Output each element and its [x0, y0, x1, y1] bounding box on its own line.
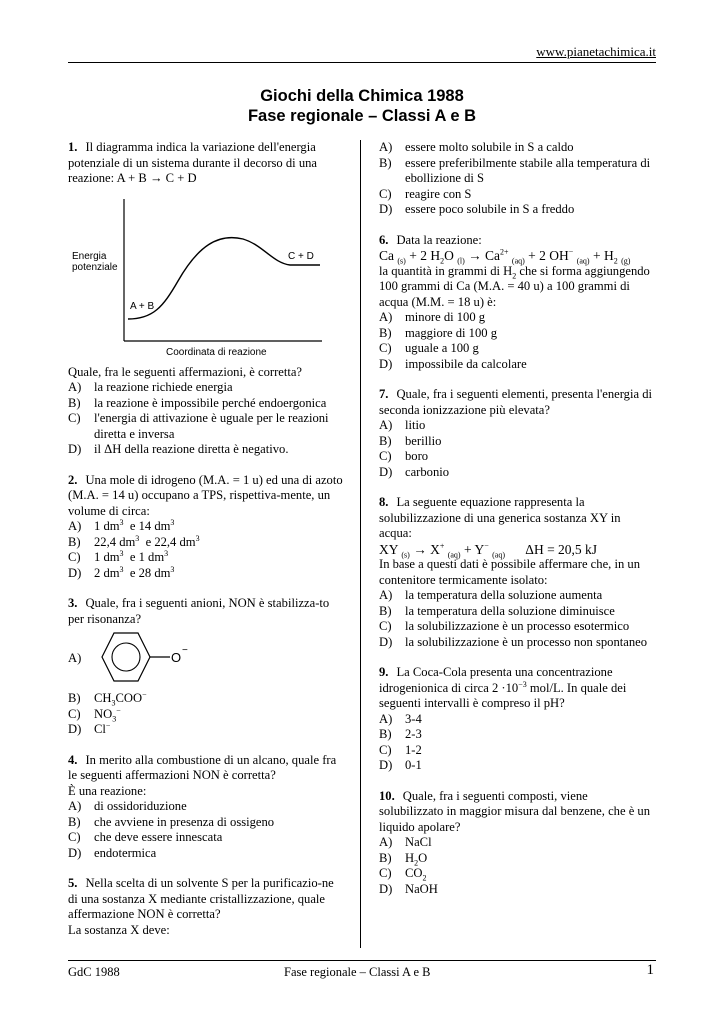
option-letter: B) — [379, 603, 392, 618]
option-c[interactable] — [379, 866, 655, 882]
question-stem-2: In base a questi dati è possibile affermare che, in un contenitore termicamente isolato: — [379, 557, 640, 587]
question-number: 3. — [68, 596, 78, 610]
option-a[interactable] — [68, 380, 344, 396]
option-letter: B) — [379, 727, 392, 741]
option-a[interactable] — [379, 310, 655, 326]
question-5-options — [379, 140, 655, 218]
option-c[interactable] — [68, 830, 344, 846]
question-stem: Nella scelta di un solvente S per la purificazio-ne di una sostanza X mediante cristallizzazione, quale affermazione NON è corretta? — [68, 876, 334, 921]
option-text: 1 $dm^3$ e 14 $dm^3$ — [94, 517, 175, 533]
option-letter: D) — [379, 464, 393, 479]
question-6 — [379, 233, 655, 373]
question-4 — [68, 753, 344, 862]
footer-rule — [68, 960, 656, 961]
option-b[interactable] — [68, 535, 344, 551]
option-letter: C) — [379, 449, 392, 463]
option-letter: A) — [68, 651, 82, 666]
oxygen-charge: − — [182, 645, 188, 656]
option-letter: C) — [379, 619, 392, 633]
option-text: 22,4 $dm^3$ e 22,4 $dm^3$ — [94, 533, 200, 549]
option-b[interactable] — [379, 156, 655, 187]
question-stem: Una mole di idrogeno (M.A. = 1 u) ed una di azoto (M.A. = 14 u) occupano a TPS, rispettiva-mente, un volume di circa: — [68, 472, 343, 518]
option-letter: D) — [379, 758, 393, 772]
question-stem-2: La sostanza X deve: — [68, 922, 170, 937]
option-text: carbonio — [405, 464, 450, 479]
option-letter: A) — [379, 711, 393, 726]
option-d[interactable] — [68, 722, 344, 738]
option-b[interactable] — [379, 326, 655, 342]
option-text: 2 $dm^3$ e 28 $dm^3$ — [94, 564, 175, 580]
question-number: 7. — [379, 387, 389, 401]
option-b[interactable] — [379, 434, 655, 450]
question-stem: Quale, fra i seguenti anioni, NON è stabilizza-to per risonanza? — [68, 596, 330, 626]
question-number: 9. — [379, 665, 389, 679]
option-letter: A) — [379, 835, 393, 849]
option-letter: A) — [68, 799, 82, 813]
column-divider — [360, 140, 361, 948]
option-text: $H_2O$ — [405, 850, 428, 868]
option-letter: B) — [379, 155, 392, 170]
option-text: essere poco solubile in S a freddo — [405, 202, 575, 216]
option-text: reagire con S — [405, 186, 472, 201]
option-c[interactable] — [379, 187, 655, 203]
option-text: la solubilizzazione è un processo esotermico — [405, 619, 630, 633]
option-a[interactable] — [68, 627, 344, 691]
question-stem: Data la reazione: — [396, 232, 482, 247]
option-letter: C) — [379, 186, 392, 201]
option-letter: D) — [68, 722, 82, 736]
option-text: l'energia di attivazione è uguale per le reazioni diretta e inversa — [94, 411, 329, 441]
question-number: 1. — [68, 140, 78, 154]
option-b[interactable] — [68, 815, 344, 831]
question-number: 5. — [68, 876, 78, 890]
option-text: la reazione richiede energia — [94, 380, 233, 394]
footer-center: Fase regionale – Classi A e B — [284, 965, 431, 979]
option-d[interactable] — [68, 846, 344, 862]
question-stem-2: È una reazione: — [68, 783, 147, 798]
option-c[interactable] — [68, 707, 344, 723]
header-rule — [68, 62, 656, 63]
question-2 — [68, 473, 344, 582]
option-b[interactable] — [68, 691, 344, 707]
option-text: che deve essere innescata — [94, 830, 223, 844]
question-stem: In merito alla combustione di un alcano, quale fra le seguenti affermazioni NON è corretta? — [68, 752, 337, 782]
option-letter: C) — [379, 866, 392, 880]
option-d[interactable] — [379, 357, 655, 373]
option-letter: B) — [68, 395, 81, 410]
question-5 — [68, 876, 344, 938]
option-letter: B) — [379, 325, 392, 340]
footer-left: GdC 1988 — [68, 965, 120, 979]
question-number: 10. — [379, 788, 395, 803]
option-a[interactable] — [379, 835, 655, 851]
energy-diagram — [68, 191, 326, 361]
option-letter: C) — [379, 742, 392, 757]
option-text: berillio — [405, 433, 442, 448]
option-text: Cl− — [94, 720, 111, 736]
document-title — [0, 86, 724, 126]
option-c[interactable] — [68, 411, 344, 442]
title-line-1: Giochi della Chimica 1988 — [260, 87, 464, 105]
question-9 — [379, 665, 655, 774]
option-text: 1 $dm^3$ e 1 $dm^3$ — [94, 548, 169, 564]
option-a[interactable] — [379, 140, 655, 156]
option-letter: D) — [379, 634, 393, 649]
question-1 — [68, 140, 344, 458]
option-b[interactable] — [379, 851, 655, 867]
option-letter: B) — [379, 850, 392, 865]
reaction-equation: Ca $_{(s)}$ + 2 $H_2O$ $_{(l)} \to Ca^{2+}$ $_{(aq)}$ + 2 OH− $_{(aq)} + H_2$ $_{(g)}$ — [379, 247, 631, 266]
aromatic-circle — [112, 643, 140, 671]
right-column — [379, 140, 655, 912]
option-a[interactable] — [379, 712, 655, 728]
question-stem: Quale, fra i seguenti composti, viene solubilizzato in maggior misura dal benzene, che è un liquido apolare? — [379, 788, 651, 834]
option-letter: B) — [68, 534, 81, 549]
option-d[interactable] — [68, 566, 344, 582]
question-3 — [68, 596, 344, 738]
option-text: uguale a 100 g — [405, 341, 479, 355]
y-label-1: Energia — [72, 250, 107, 262]
option-c[interactable] — [379, 619, 655, 635]
question-stem: La Coca-Cola presenta una concentrazione idrogenionica di circa $2 \cdot 10^{-3}$ mol/L. In quale dei seguenti intervalli è compreso il pH? — [379, 665, 627, 710]
question-10 — [379, 789, 655, 898]
question-stem: La seguente equazione rappresenta la solubilizzazione di una generica sostanza XY in acqua: — [379, 495, 621, 540]
title-line-2: Fase regionale – Classi A e B — [247, 107, 477, 125]
option-text: NaCl — [405, 835, 432, 849]
option-text: la temperatura della soluzione aumenta — [405, 588, 603, 602]
oxygen-label: O — [171, 650, 182, 665]
question-number: 8. — [379, 495, 389, 509]
option-c[interactable] — [379, 743, 655, 759]
question-number: 4. — [68, 752, 78, 767]
option-a[interactable] — [379, 588, 655, 604]
question-stem: Quale, fra i seguenti elementi, presenta l'energia di seconda ionizzazione più elevata? — [379, 387, 653, 417]
question-number: 6. — [379, 232, 389, 247]
option-text: NaOH — [405, 881, 438, 896]
option-letter: A) — [68, 380, 82, 394]
option-letter: A) — [379, 588, 393, 602]
option-letter: A) — [379, 140, 393, 154]
option-d[interactable] — [379, 635, 655, 651]
option-text: la reazione è impossibile perché endoergonica — [94, 395, 327, 410]
option-letter: D) — [379, 881, 393, 896]
option-text: essere preferibilmente stabile alla temperatura di ebollizione di S — [405, 155, 651, 185]
option-text: essere molto solubile in S a caldo — [405, 140, 574, 154]
option-letter: B) — [379, 433, 392, 448]
question-7 — [379, 387, 655, 480]
option-c[interactable] — [379, 449, 655, 465]
option-text: $CO_2$ — [405, 866, 427, 883]
y-label-2: potenziale — [72, 261, 118, 273]
option-text: 1-2 — [405, 742, 422, 757]
question-stem-2: Quale, fra le seguenti affermazioni, è corretta? — [68, 364, 303, 379]
option-letter: A) — [68, 519, 82, 533]
option-text: maggiore di 100 g — [405, 325, 497, 340]
option-letter: C) — [68, 411, 81, 425]
dissolution-equation: XY $_{(s)}$ → X+ $_{(aq)}$ + Y− $_{(aq)}$ ΔH = 20,5 kJ — [379, 541, 598, 560]
option-text: $NO_3^-$ — [94, 705, 121, 724]
option-d[interactable] — [379, 758, 655, 774]
option-text: la temperatura della soluzione diminuisce — [405, 603, 615, 618]
left-column — [68, 140, 344, 953]
option-d[interactable] — [379, 465, 655, 481]
option-d[interactable] — [379, 882, 655, 898]
option-letter: D) — [68, 845, 82, 860]
question-stem-2: la quantità in grammi di $H_2$ che si forma aggiungendo 100 grammi di Ca (M.A. = 40 u) a 100 grammi di acqua (M.M. = 18 u) è: — [379, 263, 650, 309]
phenoxide-structure — [94, 629, 204, 685]
option-text: boro — [405, 449, 429, 463]
option-letter: B) — [68, 691, 81, 705]
benzene-ring — [102, 633, 150, 681]
option-letter: D) — [68, 565, 82, 580]
option-text: di ossidoriduzione — [94, 799, 187, 813]
option-letter: C) — [68, 830, 81, 844]
option-a[interactable] — [68, 799, 344, 815]
option-text: la solubilizzazione è un processo non spontaneo — [405, 634, 648, 649]
option-letter: A) — [379, 418, 393, 432]
products-label: C + D — [288, 250, 314, 262]
option-text: 0-1 — [405, 758, 422, 772]
reactants-label: A + B — [130, 300, 155, 312]
option-text: impossibile da calcolare — [405, 356, 527, 371]
option-text: litio — [405, 418, 426, 432]
option-letter: C) — [68, 550, 81, 564]
page-number: 1 — [646, 962, 654, 978]
option-b[interactable] — [379, 727, 655, 743]
header-url[interactable]: www.pianetachimica.it — [536, 44, 656, 59]
question-stem: Il diagramma indica la variazione dell'energia potenziale di un sistema durante il decorso di una reazione: A + B → C + D — [68, 140, 318, 185]
option-letter: D) — [68, 442, 82, 456]
option-letter: C) — [379, 341, 392, 355]
option-letter: C) — [68, 706, 81, 721]
option-c[interactable] — [379, 341, 655, 357]
option-text: 3-4 — [405, 711, 422, 726]
option-b[interactable] — [379, 604, 655, 620]
question-number: 2. — [68, 472, 78, 487]
option-text: che avviene in presenza di ossigeno — [94, 814, 275, 829]
option-text: minore di 100 g — [405, 310, 486, 324]
x-label: Coordinata di reazione — [166, 346, 267, 358]
option-a[interactable] — [379, 418, 655, 434]
option-letter: B) — [68, 814, 81, 829]
option-letter: A) — [379, 310, 393, 324]
option-b[interactable] — [68, 396, 344, 412]
option-text: il ΔH della reazione diretta è negativo. — [94, 442, 289, 456]
option-d[interactable] — [68, 442, 344, 458]
energy-curve — [128, 237, 320, 318]
option-a[interactable] — [68, 519, 344, 535]
option-letter: D) — [379, 356, 393, 371]
option-text: 2-3 — [405, 727, 422, 741]
option-text: endotermica — [94, 845, 157, 860]
question-8 — [379, 495, 655, 650]
option-c[interactable] — [68, 550, 344, 566]
option-d[interactable] — [379, 202, 655, 218]
option-text: $CH_3COO^-$ — [94, 689, 147, 708]
option-letter: D) — [379, 202, 393, 216]
